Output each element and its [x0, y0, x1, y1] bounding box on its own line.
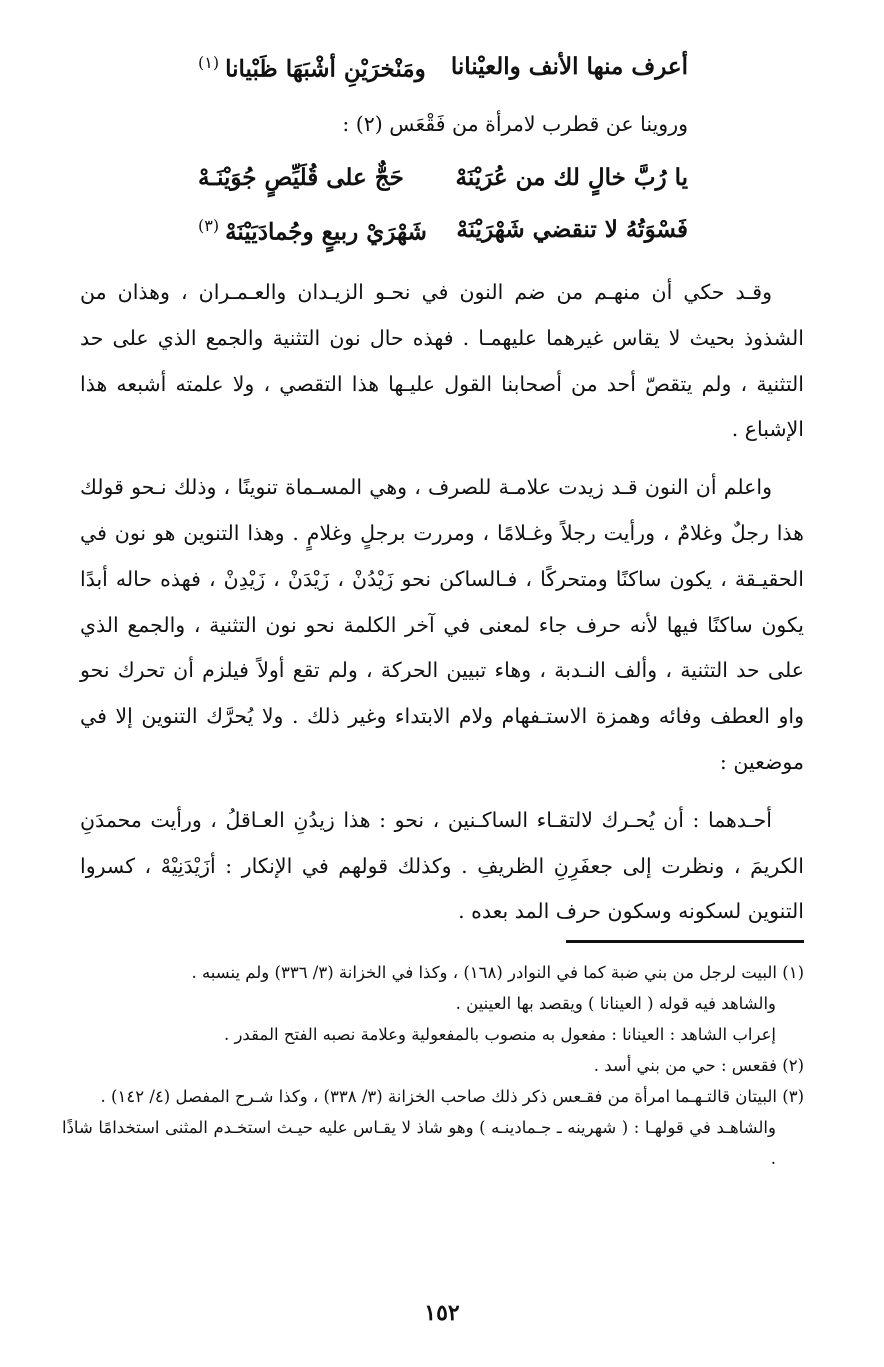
footnote-continuation: والشاهـد في قولهـا : ( شهرينه ـ جـمادينـه ) وهو شاذ لا يقـاس عليه حيـث استخـدم المثنى استخدامًا شاذًا . [62, 1118, 776, 1168]
footnote-separator [566, 940, 804, 943]
verse-left-hemistich [198, 55, 426, 81]
intro-line: وروينا عن قطرب لامرأة من فَقْعَس (٢) : [342, 112, 688, 136]
paragraph: أحـدهما : أن يُحـرك لالتقـاء الساكـنين ، نحو : هذا زيدُنِ العـاقلُ ، ورأيت محمدَنِ الكريمَ ، ونظرت إلى جعفَرِنِ الظريفِ . وكذلك قولهم في الإنكار : أزَيْدَنِيْهْ ، كسروا التنوين لسكونه وسكون حرف المد بعده . [80, 807, 804, 924]
paragraph: وقـد حكي أن منهـم من ضم النون في نحـو الزيـدان والعـمـران ، وهذان من الشذوذ بحيث لا يقاس غيرهما عليهمـا . فهذه حال نون التثنية والجمع الذي على حد التثنية ، ولم يتقصّ أحد من أصحابنا القول عليـها هذا التقصي ، ولا علمته أشبعه هذا الإشباع . [80, 280, 804, 442]
verse-line-2 [198, 166, 688, 189]
footnote-marker: (٣) [198, 216, 220, 235]
footnote: (٣) البيتان قالتـهـما امرأة من فقـعس ذكر ذلك صاحب الخزانة (٣/ ٣٣٨) ، وكذا شـرح المفصل (٤/ ١٤٢) . [100, 1087, 804, 1106]
page-number: ١٥٢ [424, 1300, 460, 1326]
footnote-continuation: إعراب الشاهد : العينانا : مفعول به منصوب بالمفعولية وعلامة نصبه الفتح المقدر . [223, 1025, 776, 1044]
verse-right-hemistich: يا رُبَّ خالٍ لك من عُرَيْنَهْ [455, 164, 688, 191]
footnote-continuation: والشاهد فيه قوله ( العينانا ) ويقصد بها العينين . [455, 994, 776, 1013]
footnote-marker: (١) [198, 53, 220, 72]
verse-right-hemistich: أعرف منها الأنف والعيْنانا [450, 53, 688, 80]
verse-right-hemistich: فَسْوَتُهُ لا تنقضي شَهْرَيْنَهْ [456, 216, 688, 243]
verse-left-hemistich [198, 218, 427, 244]
footnote: (٢) فقعس : حي من بني أسد . [593, 1056, 804, 1075]
verse-left-text: شَهْرَيْ ربيعٍ وجُمادَيَيْنَهْ [225, 218, 427, 246]
verse-left-hemistich: حَجٌّ على قُلَيِّصٍ جُوَيْنَـهْ [198, 164, 404, 191]
footnotes [62, 957, 804, 1174]
verse-left-text: ومَنْخرَيْنِ أشْبَهَا ظَبْيانا [225, 55, 426, 83]
paragraph: واعلم أن النون قـد زيدت علامـة للصرف ، وهي المسـماة تنوينًا ، وذلك نـحو قولك هذا رجلٌ وغلامٌ ، ورأيت رجلاً وغـلامًا ، ومررت برجلٍ وغلامٍ . وهذا التنوين هو نون في الحقيـقة ، يكون ساكنًا ومتحركًا ، فـالساكن نحو زَيْدُنْ ، زَيْدَنْ ، زَيْدِنْ ، فهذه حاله أبدًا يكون ساكنًا فيها لأنه حرف جاء لمعنى في آخر الكلمة نحو نون التثنية ، والجمع الذي على حد التثنية ، وألف النـدبة ، وهاء تبيين الحركة ، ولم تقع أولاً فيلزم أن تحرك نحو واو العطف وفائه وهمزة الاستـفهام ولام الابتداء وغير ذلك . ولا يُحرَّك التنوين إلا في موضعين : [80, 475, 804, 774]
body-text [80, 270, 804, 935]
verse-line-1 [198, 55, 688, 81]
footnote: (١) البيت لرجل من بني ضبة كما في النوادر (١٦٨) ، وكذا في الخزانة (٣/ ٣٣٦) ولم ينسبه . [191, 963, 804, 982]
verse-line-3 [198, 218, 688, 244]
